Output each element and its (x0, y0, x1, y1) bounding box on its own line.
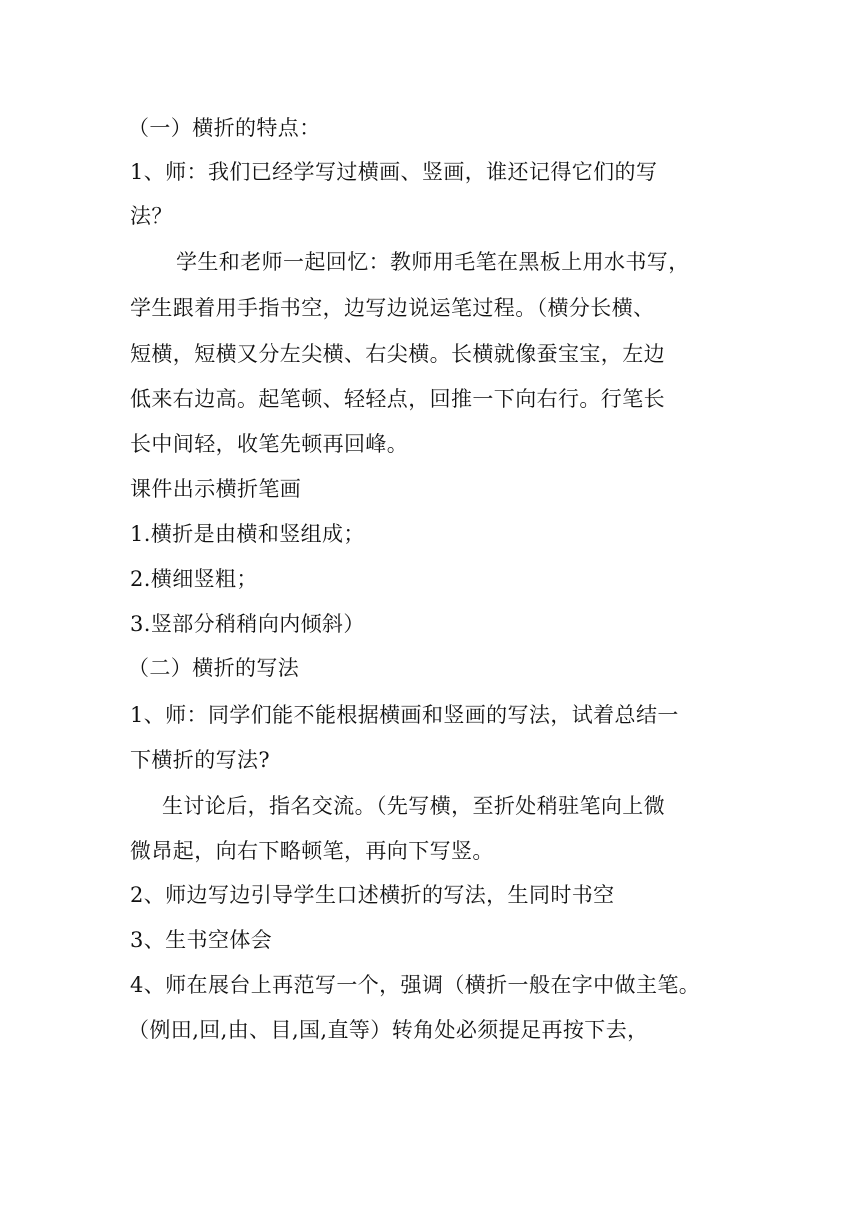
text-line: 学生和老师一起回忆：教师用毛笔在黑板上用水书写， (176, 250, 690, 274)
text-line: 低来右边高。起笔顿、轻轻点，回推一下向右行。行笔长 (130, 387, 665, 411)
text-line: 2、师边写边引导学生口述横折的写法，生同时书空 (130, 883, 615, 907)
text-line: 1、师：我们已经学写过横画、竖画，谁还记得它们的写 (130, 160, 658, 184)
text-line: 短横，短横又分左尖横、右尖横。长横就像蚕宝宝，左边 (130, 342, 665, 366)
text-line: 长中间轻，收笔先顿再回峰。 (130, 432, 409, 456)
section-heading-features: （一）横折的特点： (128, 116, 321, 140)
text-line: 课件出示横折笔画 (130, 477, 302, 501)
list-item: 1.横折是由横和竖组成； (130, 522, 365, 546)
text-line: （例田,回,由、目,国,直等）转角处必须提足再按下去， (128, 1018, 649, 1042)
text-line: 下横折的写法? (130, 748, 271, 772)
text-line: 生讨论后，指名交流。（先写横，至折处稍驻笔向上微 (162, 794, 666, 818)
list-item: 3.竖部分稍稍向内倾斜） (130, 612, 365, 636)
text-line: 学生跟着用手指书空，边写边说运笔过程。（横分长横、 (130, 296, 655, 320)
text-line: 4、师在展台上再范写一个，强调（横折一般在字中做主笔。 (130, 973, 701, 997)
text-line: 3、生书空体会 (130, 928, 273, 952)
text-line: 法？ (130, 204, 173, 228)
list-item: 2.横细竖粗； (130, 567, 258, 591)
section-heading-writing: （二）横折的写法 (128, 656, 300, 680)
text-line: 微昂起，向右下略顿笔，再向下写竖。 (130, 839, 494, 863)
text-line: 1、师：同学们能不能根据横画和竖画的写法，试着总结一 (130, 703, 679, 727)
